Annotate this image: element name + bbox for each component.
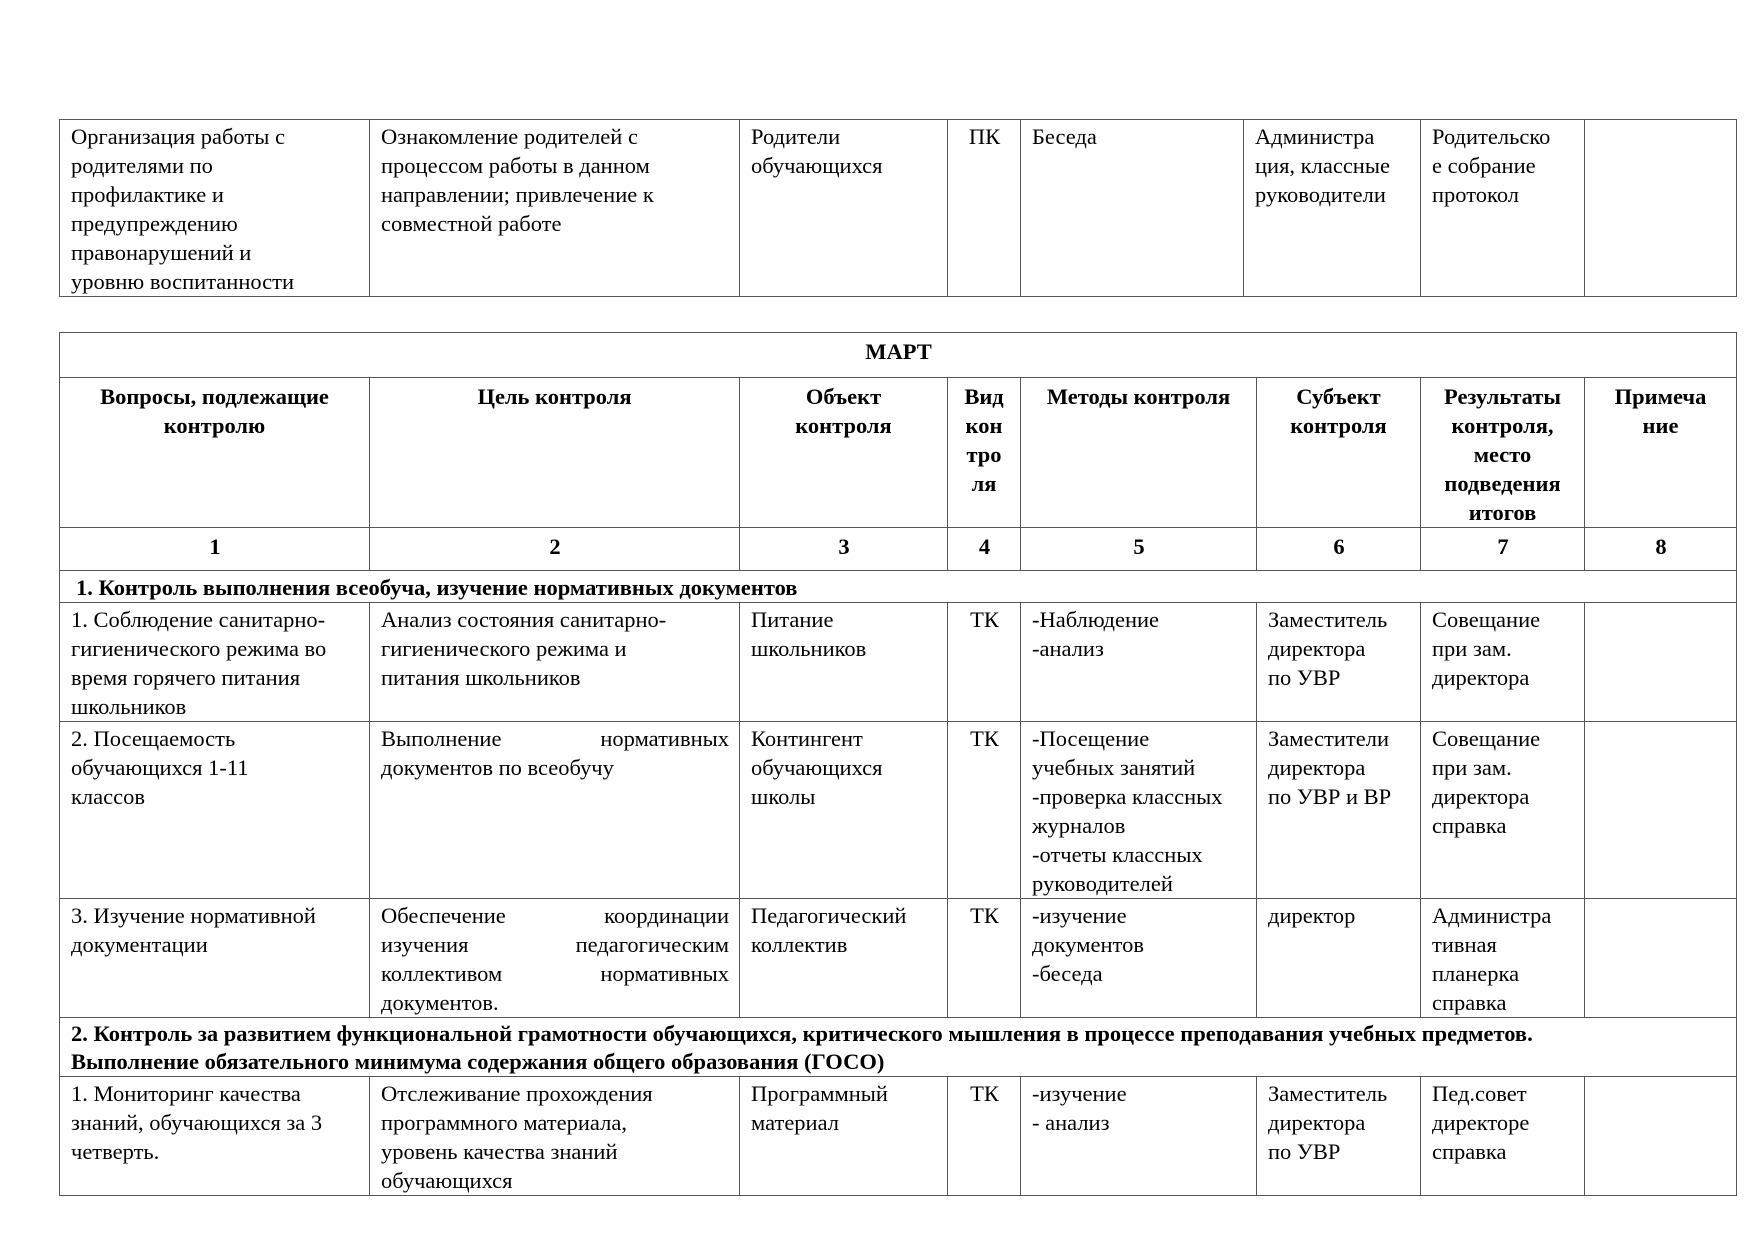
- table-row: [60, 120, 1737, 297]
- type-cell: ТК: [948, 899, 1021, 1018]
- issue-cell: 1. Соблюдение санитарно- гигиенического режима во время горячего питания школьников: [60, 603, 370, 722]
- column-number: 3: [740, 528, 948, 571]
- object-cell: Контингент обучающихся школы: [740, 722, 948, 899]
- column-number-row: [60, 528, 1737, 571]
- results-cell: Администра тивная планерка справка: [1421, 899, 1585, 1018]
- column-number: 5: [1021, 528, 1257, 571]
- results-cell: Родительско е собрание протокол: [1421, 120, 1585, 297]
- subject-cell: Заместитель директора по УВР: [1257, 603, 1421, 722]
- issue-cell: Организация работы с родителями по профилактике и предупреждению правонарушений и уровню воспитанности: [60, 120, 370, 297]
- results-cell: Совещание при зам. директора справка: [1421, 722, 1585, 899]
- column-number: 6: [1257, 528, 1421, 571]
- table-row: [60, 722, 1737, 899]
- goal-cell: Обеспечение координации изучения педагогическим коллективом нормативных документов.: [370, 899, 740, 1018]
- column-number: 7: [1421, 528, 1585, 571]
- section-row: [60, 1018, 1737, 1077]
- parents-work-table: [59, 119, 1737, 297]
- month-row: [60, 333, 1737, 378]
- goal-cell: Ознакомление родителей с процессом работы в данном направлении; привлечение к совместной работе: [370, 120, 740, 297]
- table-row: [60, 1077, 1737, 1196]
- results-cell: Пед.совет директоре справка: [1421, 1077, 1585, 1196]
- note-cell: [1585, 603, 1737, 722]
- subject-cell: Администра ция, классные руководители: [1244, 120, 1421, 297]
- column-number: 2: [370, 528, 740, 571]
- header-type: Вид кон тро ля: [948, 378, 1021, 528]
- header-row: [60, 378, 1737, 528]
- note-cell: [1585, 120, 1737, 297]
- header-subject: Субъект контроля: [1257, 378, 1421, 528]
- methods-cell: -изучение документов -беседа: [1021, 899, 1257, 1018]
- goal-cell: Выполнение нормативных документов по всеобучу: [370, 722, 740, 899]
- header-issues: Вопросы, подлежащие контролю: [60, 378, 370, 528]
- section-row: [60, 571, 1737, 603]
- object-cell: Программный материал: [740, 1077, 948, 1196]
- section-title: 1. Контроль выполнения всеобуча, изучение нормативных документов: [60, 571, 1737, 603]
- header-note: Примеча ние: [1585, 378, 1737, 528]
- subject-cell: Заместители директора по УВР и ВР: [1257, 722, 1421, 899]
- month-title: МАРТ: [60, 333, 1737, 378]
- note-cell: [1585, 1077, 1737, 1196]
- header-goal: Цель контроля: [370, 378, 740, 528]
- methods-cell: -Наблюдение -анализ: [1021, 603, 1257, 722]
- header-methods: Методы контроля: [1021, 378, 1257, 528]
- table-row: [60, 899, 1737, 1018]
- object-cell: Родители обучающихся: [740, 120, 948, 297]
- results-cell: Совещание при зам. директора: [1421, 603, 1585, 722]
- note-cell: [1585, 722, 1737, 899]
- subject-cell: директор: [1257, 899, 1421, 1018]
- column-number: 8: [1585, 528, 1737, 571]
- methods-cell: Беседа: [1021, 120, 1244, 297]
- column-number: 4: [948, 528, 1021, 571]
- header-object: Объект контроля: [740, 378, 948, 528]
- march-control-table: [59, 332, 1737, 1196]
- table-row: [60, 603, 1737, 722]
- type-cell: ПК: [948, 120, 1021, 297]
- goal-cell: Отслеживание прохождения программного материала, уровень качества знаний обучающихся: [370, 1077, 740, 1196]
- issue-cell: 2. Посещаемость обучающихся 1-11 классов: [60, 722, 370, 899]
- issue-cell: 3. Изучение нормативной документации: [60, 899, 370, 1018]
- header-results: Результаты контроля, место подведения итогов: [1421, 378, 1585, 528]
- object-cell: Педагогический коллектив: [740, 899, 948, 1018]
- object-cell: Питание школьников: [740, 603, 948, 722]
- type-cell: ТК: [948, 1077, 1021, 1196]
- methods-cell: -Посещение учебных занятий -проверка классных журналов -отчеты классных руководителей: [1021, 722, 1257, 899]
- methods-cell: -изучение - анализ: [1021, 1077, 1257, 1196]
- subject-cell: Заместитель директора по УВР: [1257, 1077, 1421, 1196]
- goal-cell: Анализ состояния санитарно- гигиенического режима и питания школьников: [370, 603, 740, 722]
- type-cell: ТК: [948, 722, 1021, 899]
- type-cell: ТК: [948, 603, 1021, 722]
- section-title: 2. Контроль за развитием функциональной грамотности обучающихся, критического мышления в процессе преподавания учебных предметов. Выполнение обязательного минимума содержания общего образования (ГОСО): [60, 1018, 1737, 1077]
- issue-cell: 1. Мониторинг качества знаний, обучающихся за 3 четверть.: [60, 1077, 370, 1196]
- note-cell: [1585, 899, 1737, 1018]
- column-number: 1: [60, 528, 370, 571]
